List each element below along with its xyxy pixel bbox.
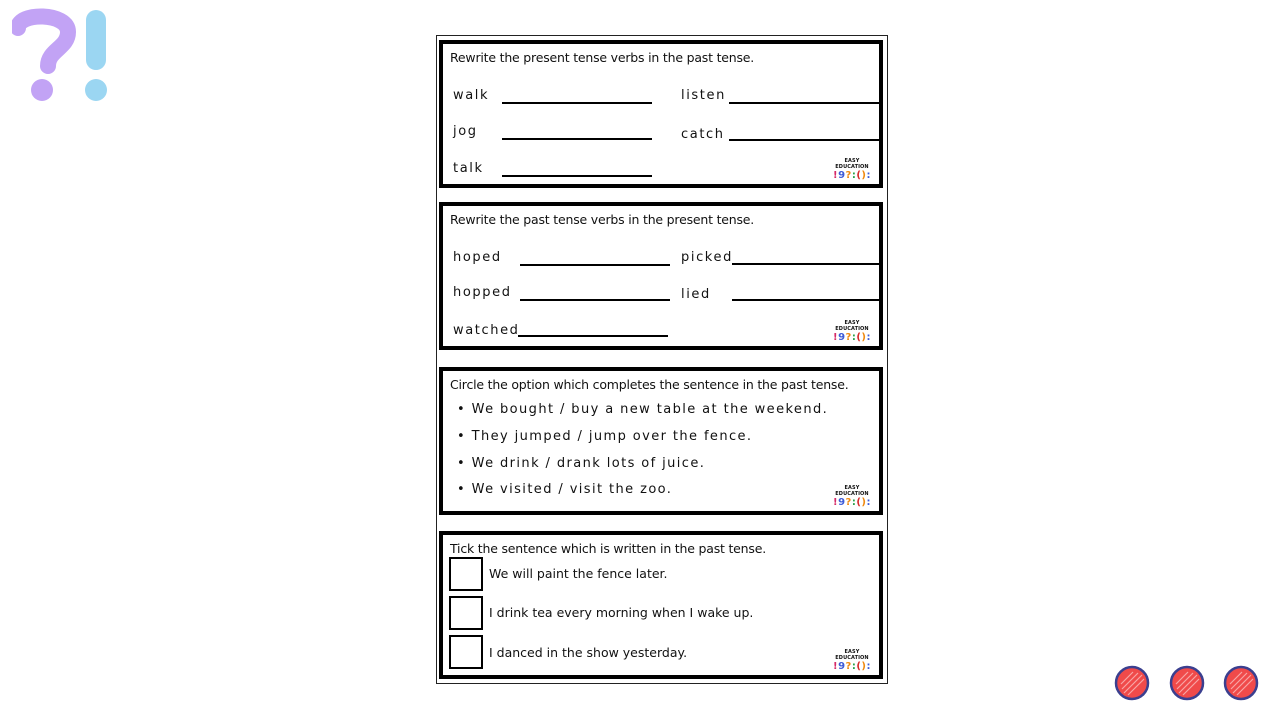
answer-line-picked[interactable] [732, 263, 882, 265]
tick-checkbox[interactable] [449, 635, 483, 669]
word-walk: walk [453, 88, 490, 103]
answer-line-talk[interactable] [502, 175, 652, 177]
worksheet [436, 35, 888, 684]
circle-item[interactable]: • They jumped / jump over the fence. [457, 429, 753, 444]
answer-line-hoped[interactable] [520, 264, 670, 266]
circle-item[interactable]: • We bought / buy a new table at the weekend. [457, 402, 829, 417]
word-hoped: hoped [453, 250, 502, 265]
word-listen: listen [681, 88, 726, 103]
brand-mark-icon: !9?:(): [833, 332, 871, 343]
section-past-to-present [439, 202, 883, 350]
section4-instruction: Tick the sentence which is written in the past tense. [450, 541, 766, 556]
word-watched: watched [453, 323, 520, 338]
tick-checkbox[interactable] [449, 596, 483, 630]
brand-stamp: EASY EDUCATION !9?:(): [829, 158, 875, 181]
answer-line-jog[interactable] [502, 138, 652, 140]
answer-line-hopped[interactable] [520, 299, 670, 301]
tick-option: We will paint the fence later. [489, 566, 668, 581]
word-hopped: hopped [453, 285, 512, 300]
tick-option: I danced in the show yesterday. [489, 645, 688, 660]
section-present-to-past [439, 40, 883, 188]
nav-dot-2-icon[interactable] [1168, 664, 1206, 702]
section3-instruction: Circle the option which completes the sentence in the past tense. [450, 377, 849, 392]
answer-line-walk[interactable] [502, 102, 652, 104]
circle-item[interactable]: • We drink / drank lots of juice. [457, 456, 706, 471]
brand-stamp: EASY EDUCATION !9?:(): [829, 649, 875, 672]
logo-question-exclamation [12, 8, 116, 104]
tick-checkbox[interactable] [449, 557, 483, 591]
section-tick-sentence [439, 531, 883, 679]
answer-line-catch[interactable] [729, 139, 879, 141]
section-circle-option [439, 367, 883, 515]
brand-stamp: EASY EDUCATION !9?:(): [829, 320, 875, 343]
nav-dot-3-icon[interactable] [1222, 664, 1260, 702]
brand-mark-icon: !9?:(): [833, 497, 871, 508]
section2-instruction: Rewrite the past tense verbs in the present tense. [450, 212, 755, 227]
answer-line-listen[interactable] [729, 102, 879, 104]
brand-mark-icon: !9?:(): [833, 661, 871, 672]
brand-stamp: EASY EDUCATION !9?:(): [829, 485, 875, 508]
answer-line-watched[interactable] [518, 335, 668, 337]
circle-item[interactable]: • We visited / visit the zoo. [457, 482, 673, 497]
nav-dot-1-icon[interactable] [1113, 664, 1151, 702]
word-talk: talk [453, 161, 484, 176]
tick-option: I drink tea every morning when I wake up. [489, 605, 754, 620]
word-lied: lied [681, 287, 711, 302]
word-catch: catch [681, 127, 725, 142]
word-jog: jog [453, 124, 478, 139]
section1-instruction: Rewrite the present tense verbs in the past tense. [450, 50, 755, 65]
answer-line-lied[interactable] [732, 299, 882, 301]
brand-mark-icon: !9?:(): [833, 170, 871, 181]
word-picked: picked [681, 250, 733, 265]
